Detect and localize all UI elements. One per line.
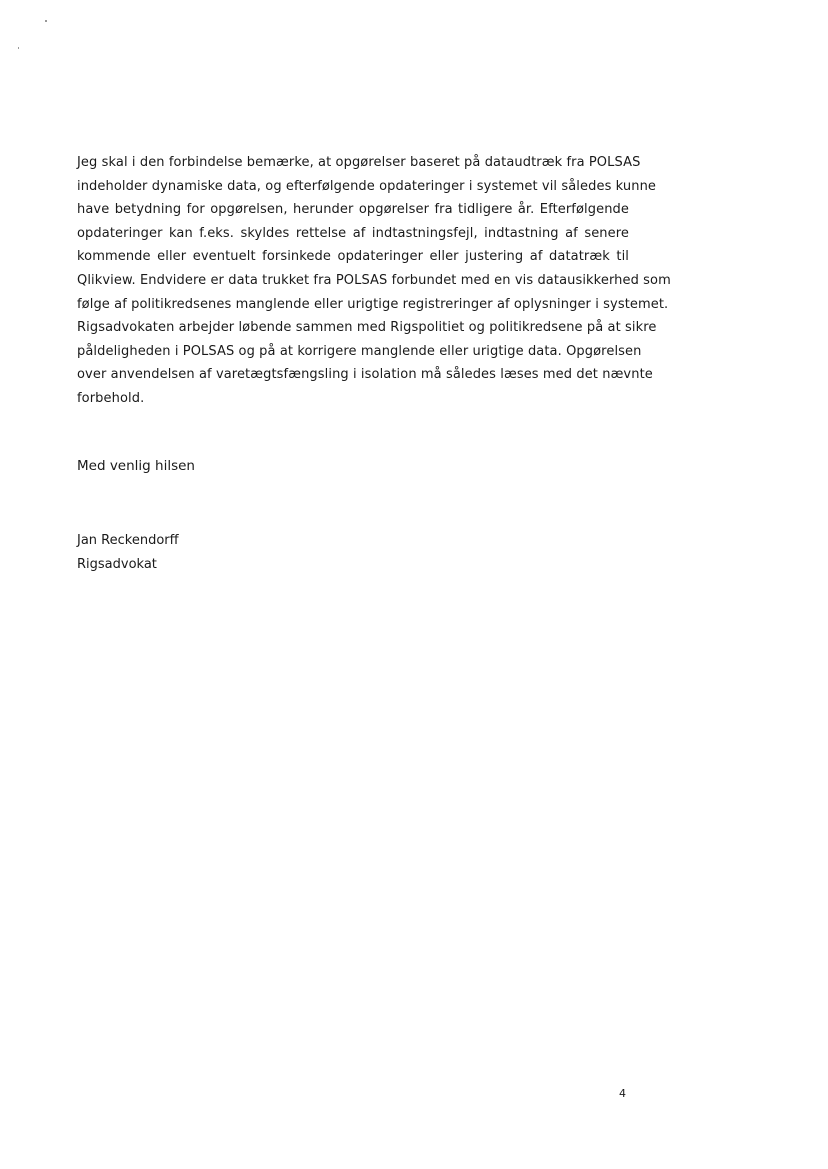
scan-speck [45,20,47,22]
paragraph-line: over anvendelsen af varetægtsfængsling i isolation må således læses med det nævnte [77,367,653,383]
paragraph-line: indeholder dynamiske data, og efterfølgende opdateringer i systemet vil således kunne [77,178,657,194]
paragraph-line: kommende eller eventuelt forsinkede opdateringer eller justering af datatræk til [77,249,629,265]
paragraph-line: Jeg skal i den forbindelse bemærke, at opgørelser baseret på dataudtræk fra POLSAS [77,155,641,170]
page-number: 4 [619,1087,626,1100]
paragraph-line: opdateringer kan f.eks. skyldes rettelse af indtastningsfejl, indtastning af senere [77,225,629,241]
scan-speck [18,47,19,49]
signatory-title: Rigsadvokat [77,557,157,572]
paragraph-line: forbehold. [77,390,145,406]
closing-salutation: Med venlig hilsen [77,458,195,474]
paragraph-line: påldeligheden i POLSAS og på at korrigere manglende eller urigtige data. Opgørelsen [77,343,642,359]
paragraph-line: have betydning for opgørelsen, herunder opgørelser fra tidligere år. Efterfølgende [77,202,629,218]
paragraph-line: følge af politikredsenes manglende eller urigtige registreringer af oplysninger i systemet. [77,296,669,312]
paragraph-line: Qlikview. Endvidere er data trukket fra POLSAS forbundet med en vis datausikkerhed som [77,272,671,288]
paragraph-line: Rigsadvokaten arbejder løbende sammen med Rigspolitiet og politikredsene på at sikre [77,320,657,336]
signature-block [77,529,179,577]
signatory-name: Jan Reckendorff [77,533,179,548]
body-paragraph [77,151,671,411]
